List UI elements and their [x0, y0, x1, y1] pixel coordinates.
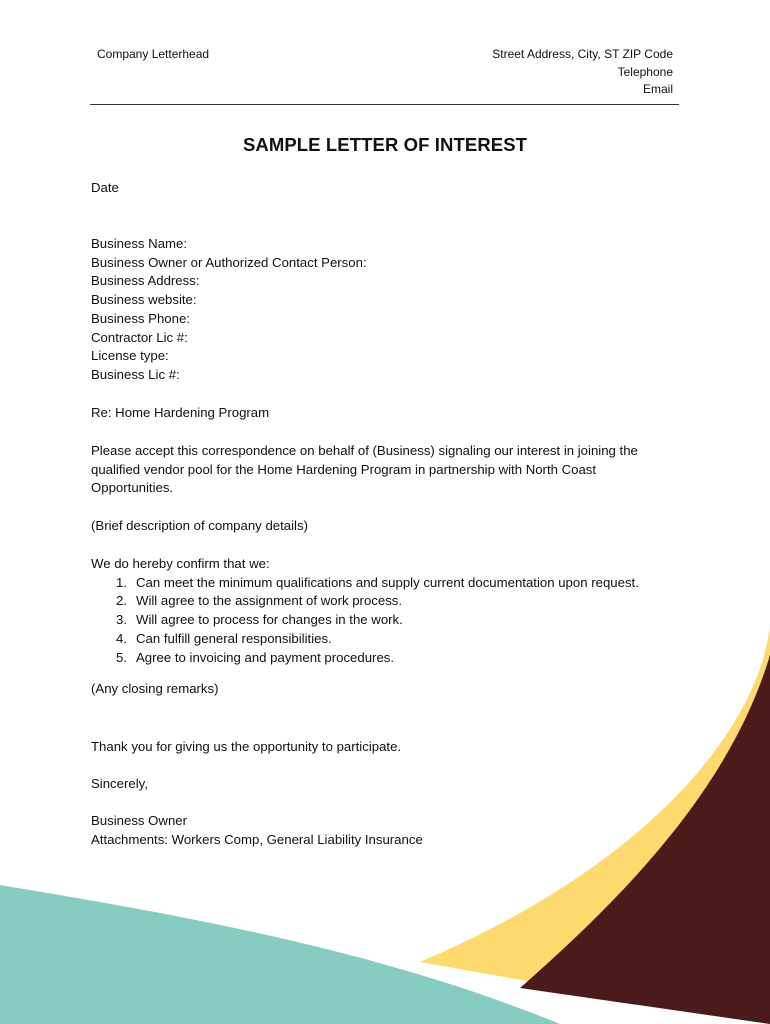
- telephone: Telephone: [617, 64, 673, 79]
- field-business-phone: Business Phone:: [91, 310, 190, 326]
- closing-remarks: (Any closing remarks): [91, 681, 219, 696]
- field-business-address: Business Address:: [91, 273, 200, 289]
- business-fields: [91, 235, 681, 385]
- date-line: Date: [91, 180, 119, 195]
- list-item: 1. Can meet the minimum qualifications and supply current documentation upon request.: [116, 574, 639, 590]
- field-business-lic: Business Lic #:: [91, 366, 180, 382]
- confirm-section: [91, 555, 681, 667]
- field-business-website: Business website:: [91, 292, 197, 308]
- list-item: 3. Will agree to process for changes in the work.: [116, 612, 403, 628]
- field-business-name: Business Name:: [91, 236, 188, 251]
- field-license-type: License type:: [91, 348, 169, 364]
- intro-text: Please accept this correspondence on behalf of (Business) signaling our interest in joining the qualified vendor pool for the Home Hardening Program in partnership with North Coast Opportunities.: [91, 443, 638, 496]
- list-item: 5. Agree to invoicing and payment procedures.: [116, 649, 395, 665]
- sign-off: Sincerely,: [91, 776, 148, 791]
- signature-block: [91, 812, 681, 849]
- confirm-list: [91, 574, 681, 668]
- company-details: (Brief description of company details): [91, 518, 308, 533]
- signer-name: Business Owner: [91, 813, 188, 828]
- company-letterhead: Company Letterhead: [97, 47, 210, 61]
- street-address: Street Address, City, ST ZIP Code: [492, 47, 673, 61]
- page-title: SAMPLE LETTER OF INTEREST: [242, 134, 528, 155]
- intro-paragraph: [91, 442, 681, 498]
- attachments-line: Attachments: Workers Comp, General Liability Insurance: [91, 831, 423, 847]
- confirm-intro: We do hereby confirm that we:: [91, 556, 270, 571]
- field-owner-contact: Business Owner or Authorized Contact Person:: [91, 254, 367, 270]
- thank-you-line: Thank you for giving us the opportunity to participate.: [91, 739, 402, 754]
- field-contractor-lic: Contractor Lic #:: [91, 329, 188, 345]
- email: Email: [642, 82, 673, 96]
- header-divider: [90, 104, 679, 105]
- list-item: 2. Will agree to the assignment of work process.: [116, 593, 403, 609]
- contact-block: [492, 46, 673, 99]
- list-item: 4. Can fulfill general responsibilities.: [116, 630, 332, 646]
- re-line: Re: Home Hardening Program: [91, 405, 270, 420]
